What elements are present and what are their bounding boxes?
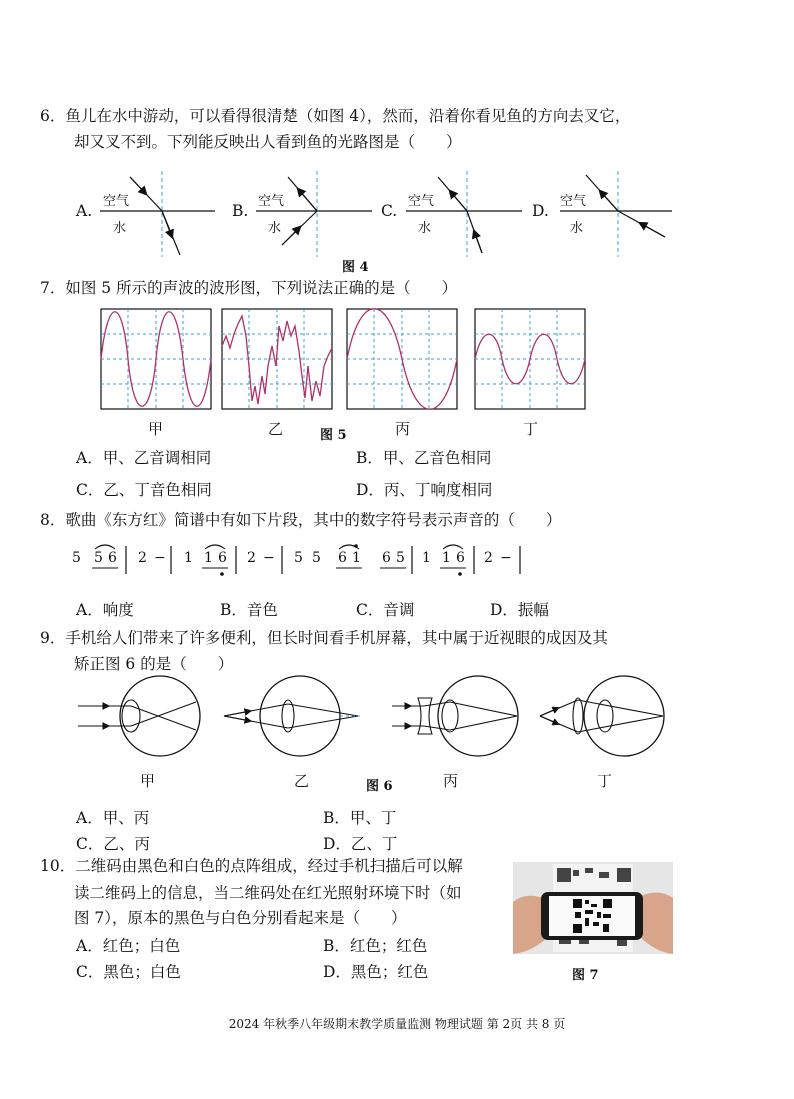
- q6-a-water: 水: [113, 221, 127, 236]
- note: 5: [312, 550, 321, 566]
- note: 5: [396, 550, 405, 566]
- eye-diagram-ding: [540, 676, 664, 756]
- q6-diagram-d: [560, 171, 672, 257]
- q8-notation-marks: [0, 540, 794, 580]
- q7-figure-caption: 图 5: [320, 428, 347, 443]
- q6-stem-line2: 却又叉不到。下列能反映出人看到鱼的光路图是（ ）: [74, 133, 462, 151]
- note: 6: [218, 550, 227, 566]
- q6-option-b-label: B.: [232, 202, 249, 220]
- note: 1: [442, 550, 451, 566]
- q7-label-bing: 丙: [395, 420, 411, 438]
- q9-eye-diagrams: [0, 672, 794, 762]
- note: 1: [204, 550, 213, 566]
- note: 6: [108, 550, 117, 566]
- q6-ray-diagrams: [0, 165, 794, 265]
- q9-option-c: C．乙、丙: [76, 835, 150, 853]
- wave-panel-bing: [347, 309, 457, 410]
- q10-option-d: D．黑色；红色: [323, 963, 429, 981]
- q10-stem-line3: 图 7），原本的黑色与白色分别看起来是（ ）: [74, 909, 407, 927]
- q7-label-jia: 甲: [148, 420, 164, 438]
- q7-stem: 7．如图 5 所示的声波的波形图，下列说法正确的是（ ）: [40, 279, 458, 297]
- q7-label-ding: 丁: [523, 420, 539, 438]
- note: −: [263, 550, 275, 566]
- q9-option-a: A．甲、丙: [76, 809, 150, 827]
- note: 6: [338, 550, 347, 566]
- q7-option-d: D．丙、丁响度相同: [356, 481, 493, 499]
- q6-c-water: 水: [418, 221, 432, 236]
- note: 1: [184, 550, 193, 566]
- q10-option-c: C．黑色；白色: [76, 963, 181, 981]
- q6-diagram-c: [406, 171, 522, 257]
- note: 5: [72, 550, 81, 566]
- q8-option-d: D．振幅: [490, 601, 549, 619]
- q9-figure-caption: 图 6: [366, 779, 393, 794]
- eye-diagram-jia: [78, 676, 200, 756]
- q9-label-bing: 丙: [443, 772, 459, 790]
- q9-label-yi: 乙: [294, 772, 310, 790]
- wave-panel-jia: [101, 309, 211, 409]
- q6-option-d-label: D.: [532, 202, 549, 220]
- q6-d-water: 水: [570, 221, 584, 236]
- note: −: [500, 550, 512, 566]
- q6-diagram-b: [256, 171, 372, 257]
- q6-figure-caption: 图 4: [342, 260, 369, 275]
- wave-panel-yi: [222, 309, 332, 409]
- q6-c-air: 空气: [408, 194, 435, 209]
- note: 2: [247, 550, 256, 566]
- qr-phone-photo: [513, 862, 673, 954]
- q8-stem: 8．歌曲《东方红》简谱中有如下片段，其中的数字符号表示声音的（ ）: [40, 511, 562, 529]
- note: 6: [382, 550, 391, 566]
- q7-label-yi: 乙: [268, 420, 284, 438]
- q8-option-b: B．音色: [220, 601, 278, 619]
- q7-option-c: C．乙、丁音色相同: [76, 481, 212, 499]
- q7-waveforms: [0, 306, 794, 416]
- note: 5: [94, 550, 103, 566]
- q8-option-a: A．响度: [76, 601, 134, 619]
- q10-figure-caption: 图 7: [572, 968, 599, 983]
- q9-label-jia: 甲: [140, 772, 156, 790]
- q6-d-air: 空气: [560, 194, 587, 209]
- q8-option-c: C．音调: [356, 601, 415, 619]
- note: 1: [422, 550, 431, 566]
- note: 5: [294, 550, 303, 566]
- q10-option-b: B．红色；红色: [323, 937, 428, 955]
- q9-option-b: B．甲、丁: [323, 809, 397, 827]
- q9-label-ding: 丁: [597, 772, 613, 790]
- wave-panel-ding: [475, 309, 585, 409]
- page-footer: 2024 年秋季八年级期末教学质量监测 物理试题 第 2页 共 8 页: [228, 1017, 566, 1031]
- note: 2: [138, 550, 147, 566]
- eye-diagram-yi: [224, 676, 360, 756]
- q9-option-d: D．乙、丁: [323, 835, 398, 853]
- q6-stem-line1: 6．鱼儿在水中游动，可以看得很清楚（如图 4），然而，沿着你看见鱼的方向去叉它，: [40, 107, 631, 125]
- q6-option-a-label: A.: [76, 202, 93, 220]
- q10-option-a: A．红色；白色: [76, 937, 181, 955]
- note: 6: [456, 550, 465, 566]
- q9-stem-line2: 矫正图 6 的是（ ）: [74, 655, 234, 673]
- eye-diagram-bing: [392, 676, 518, 756]
- q9-stem-line1: 9．手机给人们带来了许多便利，但长时间看手机屏幕，其中属于近视眼的成因及其: [40, 629, 608, 647]
- q6-b-water: 水: [268, 221, 282, 236]
- q10-stem-line1: 10．二维码由黑色和白色的点阵组成，经过手机扫描后可以解: [40, 857, 463, 875]
- note: −: [154, 550, 166, 566]
- q6-diagram-a: [100, 171, 215, 257]
- q6-option-c-label: C.: [381, 202, 398, 220]
- note: 2: [484, 550, 493, 566]
- q10-stem-line2: 读二维码上的信息，当二维码处在红光照射环境下时（如: [74, 884, 462, 902]
- q6-b-air: 空气: [258, 194, 285, 209]
- q7-option-b: B．甲、乙音色相同: [356, 449, 492, 467]
- q6-a-air: 空气: [103, 194, 130, 209]
- q7-option-a: A．甲、乙音调相同: [76, 449, 212, 467]
- note: 1: [352, 550, 361, 566]
